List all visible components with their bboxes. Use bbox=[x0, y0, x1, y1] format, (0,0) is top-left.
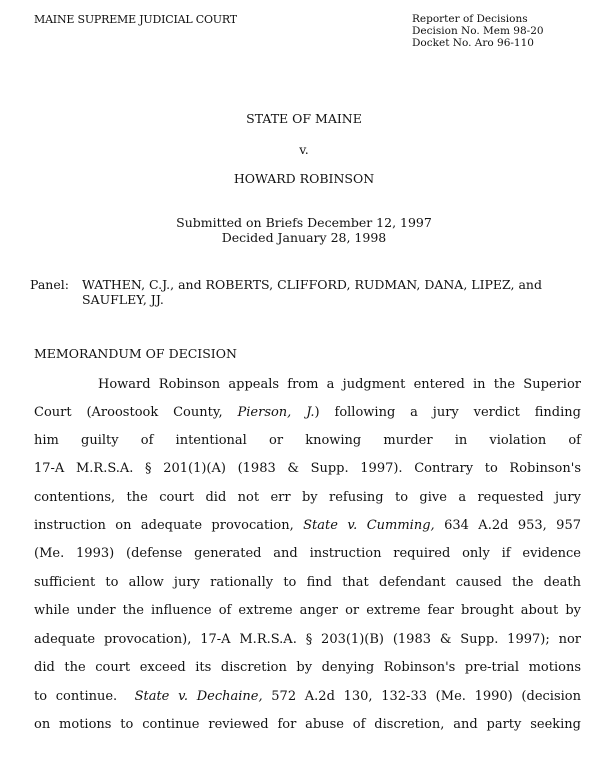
case-citation: State v. Cumming, bbox=[303, 518, 435, 533]
docket-number: Docket No. Aro 96-110 bbox=[412, 37, 534, 49]
body-line: 17-A M.R.S.A. § 201(1)(A) (1983 & Supp. 1997). Contrary to Robinson's bbox=[34, 461, 581, 476]
body-line bbox=[34, 405, 581, 420]
decided-date: Decided January 28, 1998 bbox=[221, 230, 387, 245]
panel-label: Panel: bbox=[30, 277, 69, 292]
body-line: on motions to continue reviewed for abuse of discretion, and party seeking bbox=[34, 717, 581, 732]
caption-defendant: HOWARD ROBINSON bbox=[233, 171, 375, 186]
court-name: MAINE SUPREME JUDICIAL COURT bbox=[34, 13, 237, 26]
caption-plaintiff: STATE OF MAINE bbox=[246, 111, 362, 126]
text-span: Court (Aroostook County, bbox=[34, 405, 223, 420]
body-line: contentions, the court did not err by refusing to give a requested jury bbox=[34, 490, 581, 505]
decision-number: Decision No. Mem 98-20 bbox=[412, 25, 544, 37]
panel-judges: WATHEN, C.J., and ROBERTS, CLIFFORD, RUDMAN, DANA, LIPEZ, and SAUFLEY, JJ. bbox=[82, 277, 542, 307]
text-span: ) following a jury verdict finding bbox=[314, 405, 581, 420]
body-line: sufficient to allow jury rationally to find that defendant caused the death bbox=[34, 575, 581, 590]
body-line: did the court exceed its discretion by denying Robinson's pre-trial motions bbox=[34, 660, 581, 675]
text-span: to continue. bbox=[34, 689, 118, 704]
body-line bbox=[34, 518, 581, 533]
submitted-date: Submitted on Briefs December 12, 1997 bbox=[176, 215, 432, 230]
body-line: while under the influence of extreme anger or extreme fear brought about by bbox=[34, 603, 581, 618]
body-line bbox=[34, 689, 581, 704]
caption-versus: v. bbox=[299, 142, 309, 157]
memo-title: MEMORANDUM OF DECISION bbox=[34, 346, 237, 361]
text-span: 572 A.2d 130, 132-33 (Me. 1990) (decision bbox=[271, 689, 581, 704]
text-span: 634 A.2d 953, 957 bbox=[444, 518, 581, 533]
judge-name: Pierson, J. bbox=[237, 405, 315, 420]
body-line: Howard Robinson appeals from a judgment entered in the Superior bbox=[98, 377, 581, 392]
body-line: adequate provocation), 17-A M.R.S.A. § 203(1)(B) (1983 & Supp. 1997); nor bbox=[34, 632, 581, 647]
body-line: him guilty of intentional or knowing murder in violation of bbox=[34, 433, 581, 448]
reporter-label: Reporter of Decisions bbox=[412, 13, 528, 25]
text-span: instruction on adequate provocation, bbox=[34, 518, 294, 533]
case-citation: State v. Dechaine, bbox=[134, 689, 263, 704]
body-line: (Me. 1993) (defense generated and instruction required only if evidence bbox=[34, 546, 581, 561]
docket-info bbox=[412, 13, 544, 49]
